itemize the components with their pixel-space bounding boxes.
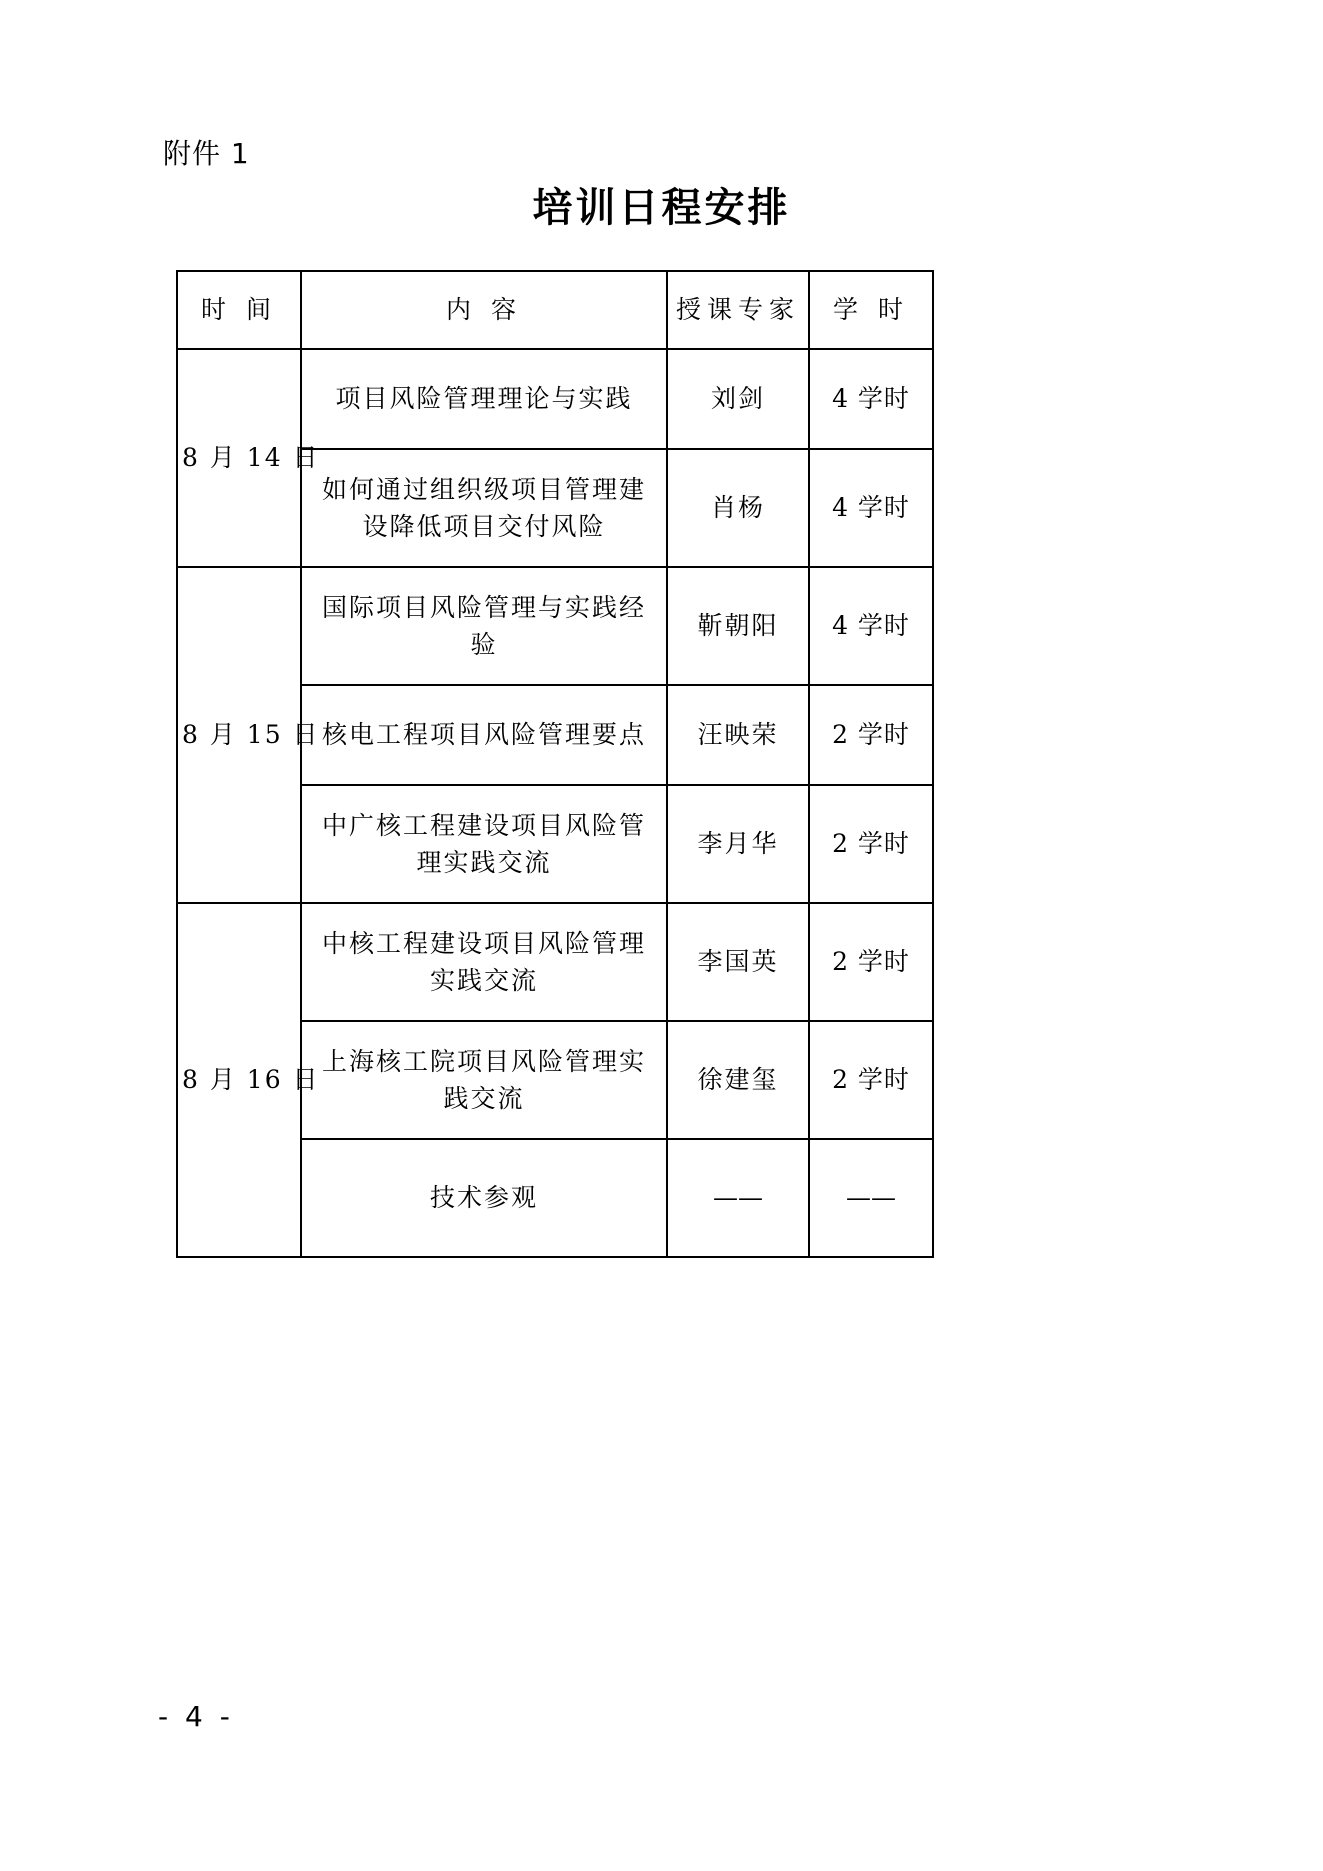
cell-content: 技术参观 [301,1139,667,1257]
cell-expert: 徐建玺 [667,1021,809,1139]
cell-content: 中核工程建设项目风险管理实践交流 [301,903,667,1021]
cell-content: 项目风险管理理论与实践 [301,349,667,449]
cell-time: 8 月 14 日 [177,349,301,567]
cell-content: 上海核工院项目风险管理实践交流 [301,1021,667,1139]
cell-expert [667,1139,809,1257]
cell-hours [809,1139,933,1257]
cell-content: 核电工程项目风险管理要点 [301,685,667,785]
page-title: 培训日程安排 [532,184,791,231]
training-schedule-table [176,270,934,1258]
empty-dash-mark: —— [713,1183,763,1213]
cell-hours: 2 学时 [809,685,933,785]
column-header-time: 时 间 [177,271,301,349]
cell-hours: 2 学时 [809,785,933,903]
cell-expert: 汪映荣 [667,685,809,785]
cell-content: 中广核工程建设项目风险管理实践交流 [301,785,667,903]
table-row [177,349,933,449]
cell-expert: 肖杨 [667,449,809,567]
cell-time: 8 月 16 日 [177,903,301,1257]
table-row [177,567,933,685]
page-number: - 4 - [158,1700,234,1733]
cell-hours: 4 学时 [809,349,933,449]
empty-dash-mark: —— [846,1183,896,1213]
cell-content: 国际项目风险管理与实践经验 [301,567,667,685]
column-header-hours: 学 时 [809,271,933,349]
cell-time: 8 月 15 日 [177,567,301,903]
cell-hours: 2 学时 [809,903,933,1021]
cell-hours: 4 学时 [809,449,933,567]
cell-expert: 靳朝阳 [667,567,809,685]
attachment-label: 附件 1 [163,137,250,170]
cell-hours: 4 学时 [809,567,933,685]
cell-expert: 李国英 [667,903,809,1021]
table-header-row [177,271,933,349]
column-header-content: 内 容 [301,271,667,349]
cell-expert: 李月华 [667,785,809,903]
cell-expert: 刘剑 [667,349,809,449]
column-header-expert: 授课专家 [667,271,809,349]
cell-content: 如何通过组织级项目管理建设降低项目交付风险 [301,449,667,567]
cell-hours: 2 学时 [809,1021,933,1139]
table-row [177,903,933,1021]
